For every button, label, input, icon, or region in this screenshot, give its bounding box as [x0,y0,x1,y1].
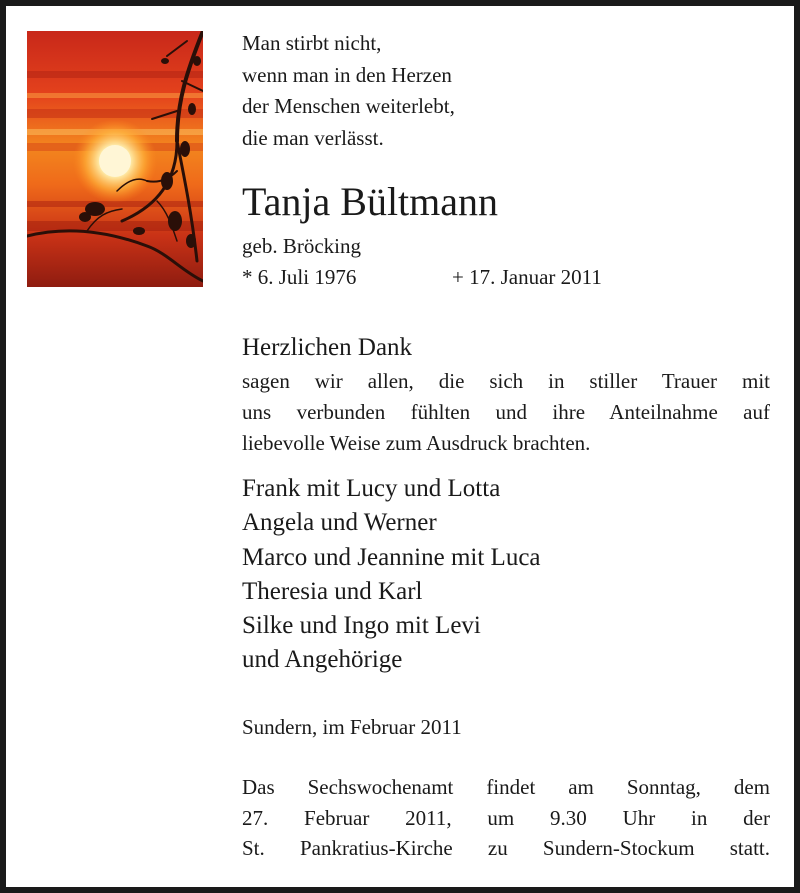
thanks-text [242,366,770,459]
sunset-photo [27,31,203,287]
family-line: Angela und Werner [242,509,437,537]
thanks-line: liebevolle Weise zum Ausdruck brachten. [242,431,591,455]
deceased-name: Tanja Bültmann [242,179,499,224]
sunset-image [27,31,203,287]
life-dates [242,262,770,292]
family-list [242,472,770,678]
thanks-line: sagen wir allen, die sich in stiller Trauer mit [242,369,770,393]
service-line: 27. Februar 2011, um 9.30 Uhr in der [242,805,770,830]
thanks-line: uns verbunden fühlten und ihre Anteilnahme auf [242,400,770,424]
family-line: Theresia und Karl [242,577,423,605]
death-date: + 17. Januar 2011 [452,265,602,289]
family-line: Silke und Ingo mit Levi [242,612,481,640]
service-line: Das Sechswochenamt findet am Sonntag, dem [242,775,770,799]
motto-line: Man stirbt nicht, [242,31,382,55]
motto-line: der Menschen weiterlebt, [242,94,455,118]
maiden-name: geb. Bröcking [242,234,361,258]
place-date: Sundern, im Februar 2011 [242,715,462,739]
family-line: und Angehörige [242,646,403,674]
birth-date: * 6. Juli 1976 [242,265,357,289]
service-notice [242,772,770,864]
family-line: Frank mit Lucy und Lotta [242,475,501,502]
thanks-heading: Herzlichen Dank [242,334,413,361]
motto-verse [242,28,770,154]
service-line: St. Pankratius-Kirche zu Sundern-Stockum statt. [242,836,770,860]
motto-line: die man verlässt. [242,125,384,150]
motto-line: wenn man in den Herzen [242,62,452,87]
family-line: Marco und Jeannine mit Luca [242,543,541,571]
